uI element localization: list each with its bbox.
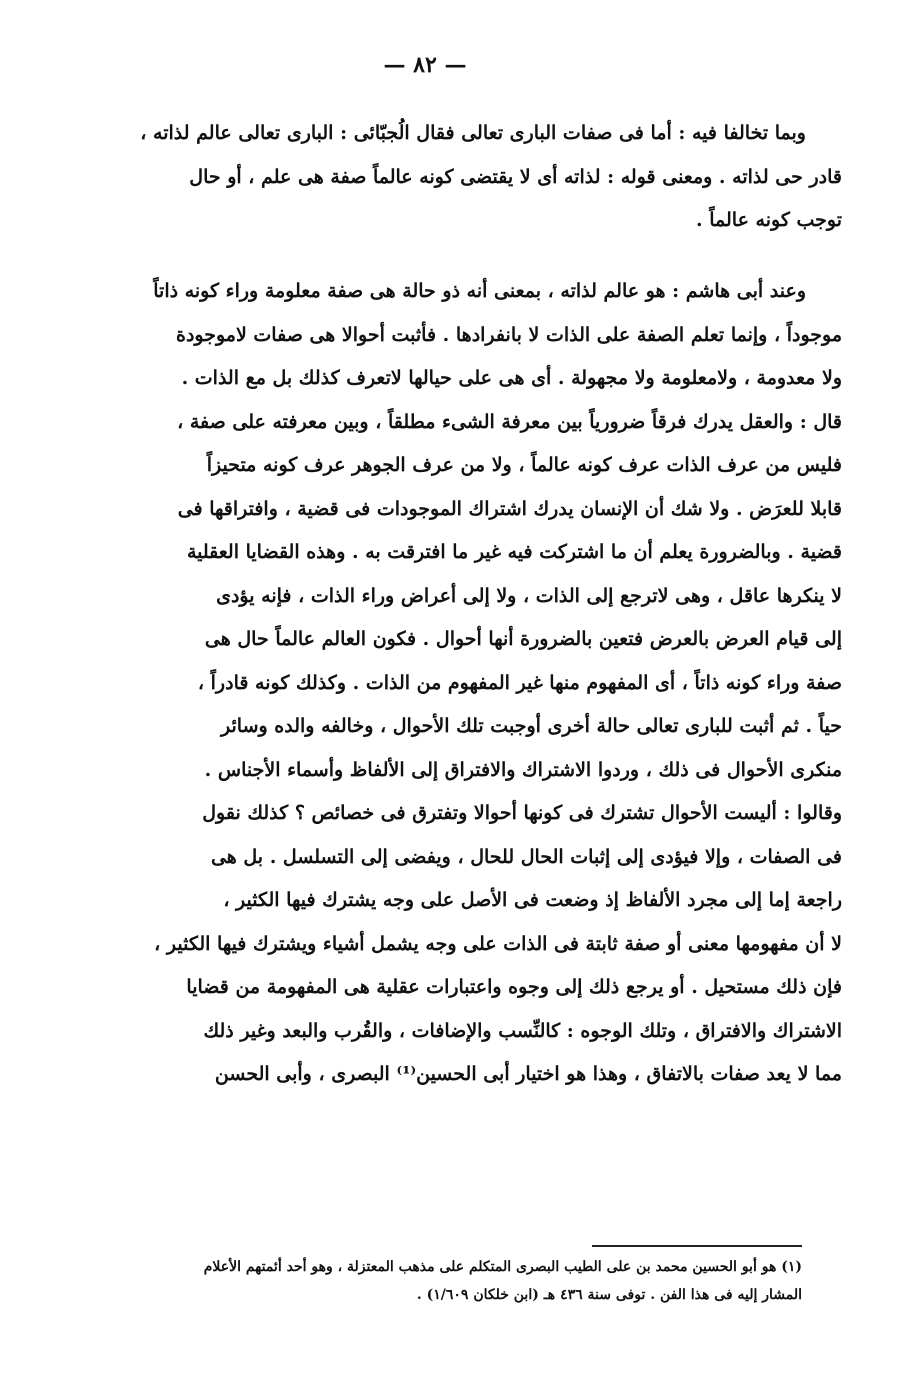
text-line: صفة وراء كونه ذاتاً ، أى المفهوم منها غير المفهوم من الذات . وكذلك كونه قادراً ، [197,671,842,694]
text-line: موجوداً ، وإنما تعلم الصفة على الذات لا بانفرادها . فأثبت أحوالا هى صفات لاموجودة [176,323,842,346]
text-line: مما لا يعد صفات بالاتفاق ، وهذا هو اختيار أبى الحسين⁽¹⁾ البصرى ، وأبى الحسن [214,1063,842,1085]
text-line: قضية . وبالضرورة يعلم أن ما اشتركت فيه غير ما افترقت به . وهذه القضايا العقلية [186,541,842,563]
page-number: — ٨٢ — [383,52,467,78]
text-line: توجب كونه عالماً . [696,209,842,231]
text-line: فى الصفات ، وإلا فيؤدى إلى إثبات الحال للحال ، ويفضى إلى التسلسل . بل هى [210,845,842,868]
text-line: قابلا للعرَض . ولا شك أن الإنسان يدرك اشتراك الموجودات فى قضية ، وافتراقها فى [177,497,842,520]
text-line: راجعة إما إلى مجرد الألفاظ إذ وضعت فى الأصل على وجه يشترك فيها الكثير ، [223,889,842,911]
text-line: وعند أبى هاشم : هو عالم لذاته ، بمعنى أنه ذو حالة هى صفة معلومة وراء كونه ذاتاً [153,280,806,302]
footnote-line: (١) هو أبو الحسين محمد بن على الطيب البصرى المتكلم على مذهب المعتزلة ، وهو أحد أئمتهم الأعلام [203,1259,802,1275]
text-line: فإن ذلك مستحيل . أو يرجع ذلك إلى وجوه واعتبارات عقلية هى المفهومة من قضايا [186,976,842,998]
text-line: إلى قيام العرض بالعرض فتعين بالضرورة أنها أحوال . فكون العالم عالماً حال هى [204,628,842,650]
text-line [62,1097,842,1141]
text-line: حياً . ثم أثبت للبارى تعالى حالة أخرى أوجبت تلك الأحوال ، وخالفه والده وسائر [221,715,842,737]
paragraph-2 [62,270,842,1184]
text-line: فليس من عرف الذات عرف كونه عالماً ، ولا من عرف الجوهر عرف كونه متحيزاً [206,454,842,476]
footnote-line: المشار إليه فى هذا الفن . توفى سنة ٤٣٦ هـ (ابن خلكان ١/٦٠٩) . [416,1287,802,1303]
text-line: الاشتراك والافتراق ، وتلك الوجوه : كالنِّسب والإضافات ، والقُرب والبعد وغير ذلك [203,1019,842,1042]
paragraph-1 [62,112,842,243]
footnote [62,1253,802,1309]
text-line: لا أن مفهومها معنى أو صفة ثابتة فى الذات على وجه يشمل أشياء ويشترك فيها الكثير ، [154,932,842,955]
text-line: وبما تخالفا فيه : أما فى صفات البارى تعالى فقال الُجبّائى : البارى تعالى عالم لذاته ، [140,122,806,144]
text-line: لا ينكرها عاقل ، وهى لاترجع إلى الذات ، ولا إلى أعراض وراء الذات ، فإنه يؤدى [216,584,842,607]
footnote-divider [592,1245,802,1247]
text-line: منكرى الأحوال فى ذلك ، وردوا الاشتراك والافتراق إلى الألفاظ وأسماء الأجناس . [204,758,842,781]
text-line: وقالوا : أليست الأحوال تشترك فى كونها أحوالا وتفترق فى خصائص ؟ كذلك نقول [202,802,842,824]
text-line: ولا معدومة ، ولامعلومة ولا مجهولة . أى هى على حيالها لاتعرف كذلك بل مع الذات . [181,367,842,389]
text-line: قال : والعقل يدرك فرقاً ضرورياً بين معرفة الشىء مطلقاً ، وبين معرفته على صفة ، [177,410,842,433]
text-line: قادر حى لذاته . ومعنى قوله : لذاته أى لا يقتضى كونه عالماً صفة هى علم ، أو حال [189,165,842,188]
text-line [62,1140,842,1184]
